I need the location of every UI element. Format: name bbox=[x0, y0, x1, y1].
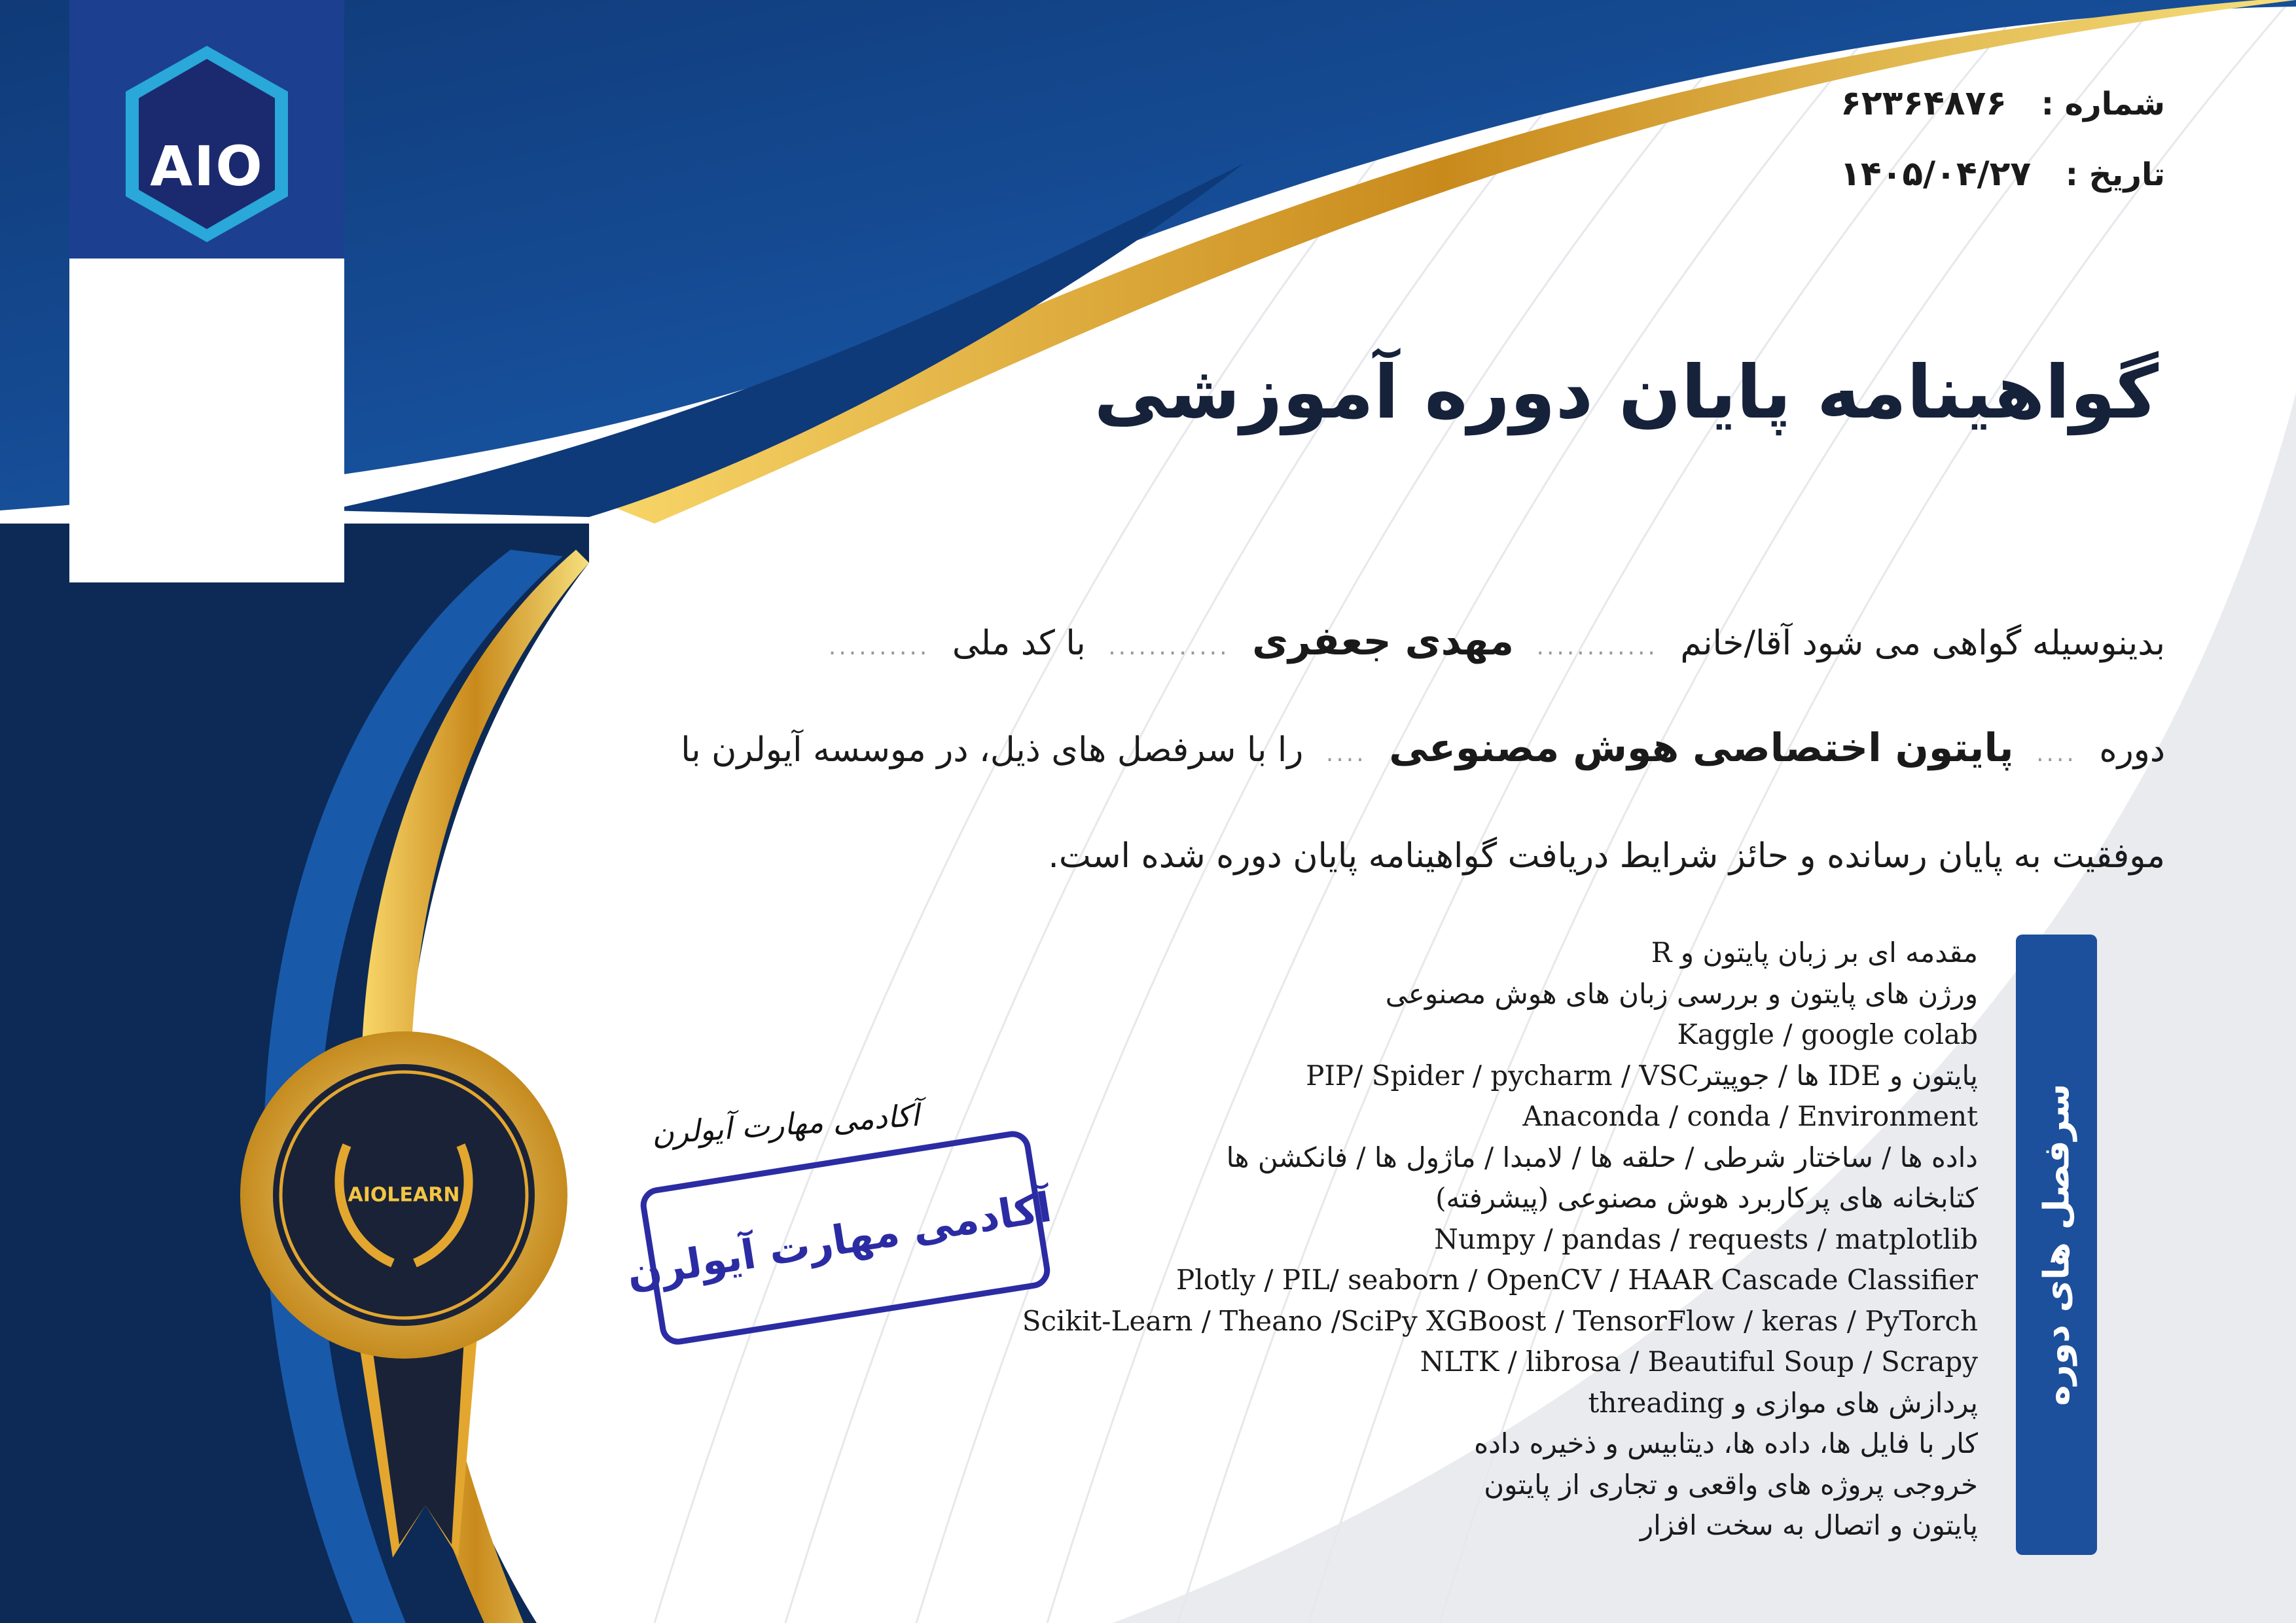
line1-prefix: بدینوسیله گواهی می شود آقا/خانم bbox=[1680, 624, 2165, 663]
certificate-date-value: ۱۴۰۵/۰۴/۲۷ bbox=[1840, 154, 2032, 194]
national-code-dots: .......... bbox=[828, 633, 930, 660]
body-line-3: موفقیت به پایان رسانده و حائز شرایط دریافت گواهینامه پایان دوره شده است. bbox=[1048, 836, 2165, 876]
line2-prefix: دوره bbox=[2099, 730, 2165, 770]
topic-item: Anaconda / conda / Environment bbox=[1522, 1100, 1978, 1132]
certificate-number bbox=[1840, 84, 2165, 123]
certificate-date bbox=[1840, 154, 2165, 194]
topic-item: NLTK / librosa / Beautiful Soup / Scrapy bbox=[1420, 1346, 1978, 1378]
body-line-2 bbox=[681, 725, 2165, 771]
topic-item: پردازش های موازی و threading bbox=[1588, 1386, 1978, 1419]
recipient-name: مهدی جعفری bbox=[1252, 618, 1514, 664]
body-line-1 bbox=[817, 618, 2165, 664]
certificate-number-label: شماره : bbox=[2041, 86, 2165, 122]
topic-item: Kaggle / google colab bbox=[1677, 1018, 1978, 1050]
course-name: پایتون اختصاصی هوش مصنوعی bbox=[1389, 725, 2014, 771]
topic-item: Scikit-Learn / Theano /SciPy XGBoost / TensorFlow / keras / PyTorch bbox=[1022, 1304, 1978, 1337]
logo-text: AIO bbox=[150, 134, 264, 198]
certificate-date-label: تاریخ : bbox=[2065, 156, 2165, 193]
topic-item: Plotly / PIL/ seaborn / OpenCV / HAAR Cascade Classifier bbox=[1176, 1264, 1978, 1296]
certificate-title: گواهینامه پایان دوره آموزشی bbox=[1094, 350, 2159, 435]
course-topics-label: سرفصل های دوره bbox=[2036, 1083, 2077, 1406]
certificate-number-value: ۶۲۳۶۴۸۷۶ bbox=[1840, 84, 2007, 123]
course-dots-right: .... bbox=[2036, 740, 2077, 767]
topic-item: داده ها / ساختار شرطی / حلقه ها / لامبدا / ماژول ها / فانکشن ها bbox=[1226, 1141, 1978, 1173]
topic-item: کار با فایل ها، داده ها، دیتابیس و ذخیره داده bbox=[1474, 1427, 1978, 1459]
seal-text: AIOLEARN bbox=[348, 1183, 460, 1207]
topic-item: Numpy / pandas / requests / matplotlib bbox=[1434, 1222, 1978, 1255]
topic-item: پایتون و اتصال به سخت افزار bbox=[1640, 1509, 1978, 1541]
academy-stamp-text: آکادمی مهارت آیولرن bbox=[623, 1183, 1055, 1298]
photo-placeholder bbox=[69, 259, 344, 582]
name-dots-left: ............ bbox=[1108, 633, 1230, 660]
line2-suffix: را با سرفصل های ذیل، در موسسه آیولرن با bbox=[681, 730, 1304, 770]
course-topics-list bbox=[1022, 933, 1978, 1546]
topic-item: ورژن های پایتون و بررسی زبان های هوش مصنوعی bbox=[1385, 977, 1978, 1010]
name-dots-right: ............ bbox=[1536, 633, 1658, 660]
topic-item: پایتون و IDE ها / جوپیترPIP/ Spider / pycharm / VSC bbox=[1306, 1059, 1978, 1092]
line1-suffix: با کد ملی bbox=[952, 624, 1086, 663]
topic-item: کتابخانه های پرکاربرد هوش مصنوعی (پیشرفته) bbox=[1435, 1182, 1978, 1214]
course-dots-left: .... bbox=[1325, 740, 1367, 767]
topic-item: مقدمه ای بر زبان پایتون و R bbox=[1651, 936, 1978, 969]
topic-item: خروجی پروژه های واقعی و تجاری از پایتون bbox=[1484, 1468, 1978, 1501]
signature: آکادمی مهارت آیولرن bbox=[650, 1097, 921, 1152]
aio-logo bbox=[69, 0, 344, 259]
